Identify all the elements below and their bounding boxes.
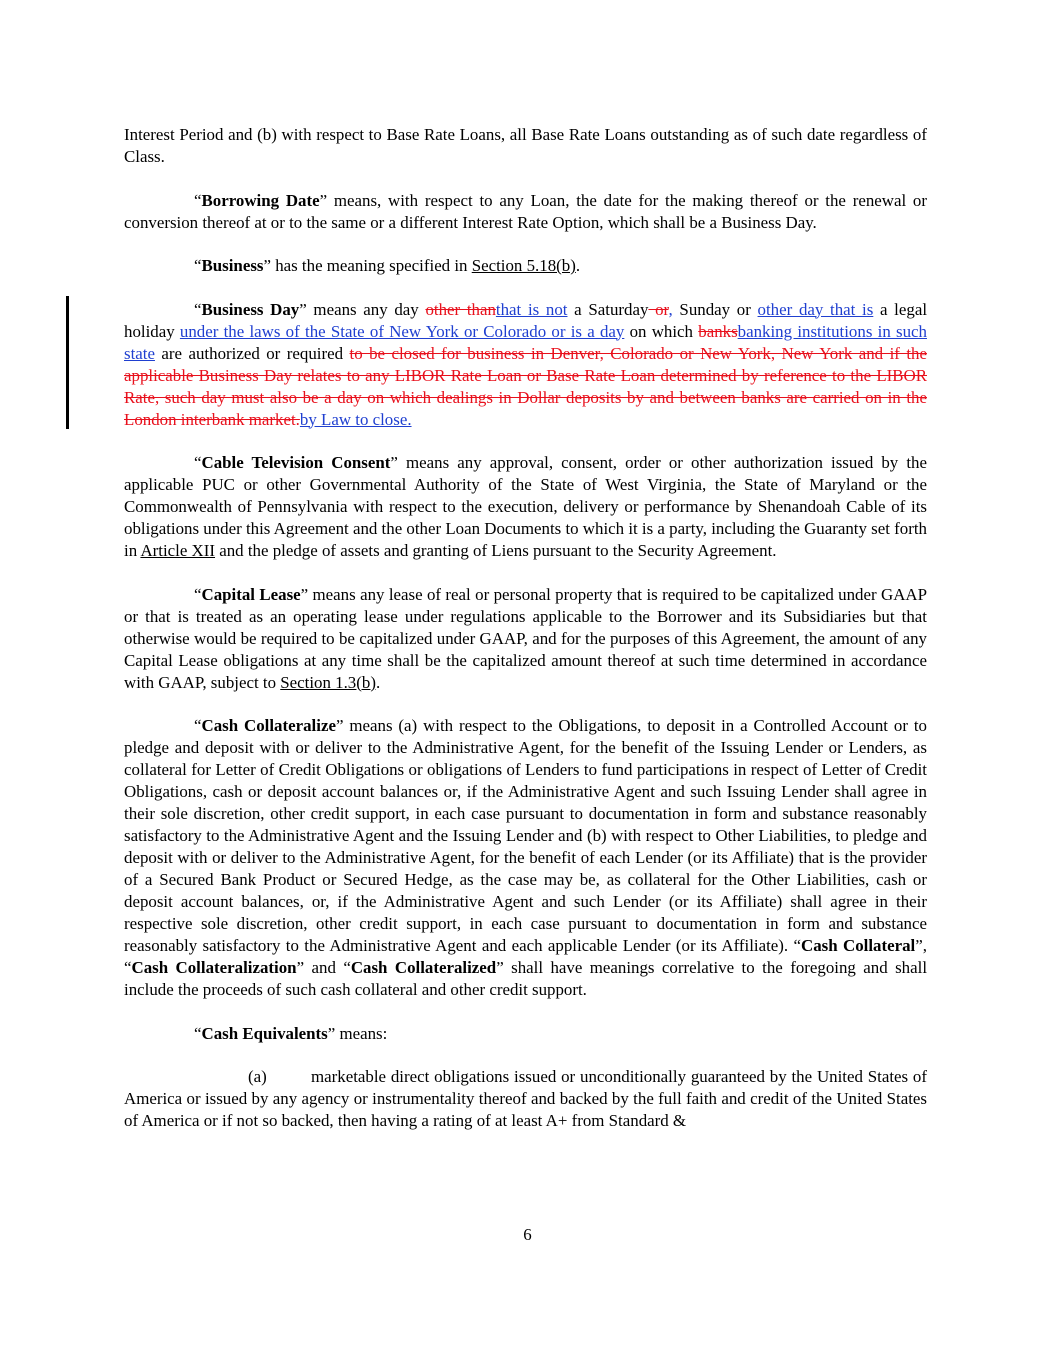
page-number: 6 xyxy=(523,1225,532,1244)
definition-business: “Business” has the meaning specified in Section 5.18(b). xyxy=(194,256,581,275)
inserted-text: other day that is xyxy=(757,299,874,319)
defined-term: Cash Collateralize xyxy=(201,716,336,735)
list-item-label: (a) xyxy=(248,1067,267,1086)
inserted-text: by Law to close. xyxy=(299,409,412,429)
defined-term: Cash Equivalents xyxy=(201,1023,328,1043)
deleted-text: banks xyxy=(698,321,738,341)
list-item-a: (a) marketable direct obligations issued or unconditionally guaranteed by the United States of America or issued by any agency or instrumentality thereof and backed by the full faith and credit of the United States of America or if not so backed, then having a rating of at least A+ from Standard & xyxy=(124,1067,927,1130)
defined-term: Cash Collateralization xyxy=(131,958,297,977)
inserted-text: that is not xyxy=(495,299,568,319)
deleted-text: or xyxy=(648,299,669,319)
definition-capital-lease: “Capital Lease” means any lease of real or personal property that is required to be capitalized under GAAP or that is treated as an operating lease under regulations applicable to the Borrower and its Subsidiaries but that otherwise would be required to be capitalized under GAAP, and for the purposes of this Agreement, the amount of any Capital Lease obligations at any time shall be the capitalized amount thereof at such time determined in accordance with GAAP, subject to Section 1.3(b). xyxy=(124,584,927,692)
defined-term: Business Day xyxy=(201,299,300,319)
paragraph-interest-period: Interest Period and (b) with respect to Base Rate Loans, all Base Rate Loans outstanding as of such date regardless of Class. xyxy=(124,125,927,166)
definition-cash-equivalents: “Cash Equivalents” means: xyxy=(194,1023,388,1043)
document-page xyxy=(124,124,927,1154)
section-reference: Section 5.18(b) xyxy=(471,256,576,275)
definition-cash-collateralize: “Cash Collateralize” means (a) with respect to the Obligations, to deposit in a Controlled Account or to pledge and deposit with or deliver to the Administrative Agent, for the benefit of the Issuing Lender or Lenders, as collateral for Letter of Credit Obligations or obligations of Lenders to fund participations in respect of Letter of Credit Obligations, cash or deposit account balances or, if the Administrative Agent and such Issuing Lender shall agree in their sole discretion, other credit support, in each case pursuant to documentation in form and substance reasonably satisfactory to the Administrative Agent and the Issuing Lender and (b) with respect to Other Liabilities, to pledge and deposit with or deliver to the Administrative Agent, for the benefit of each Lender (or its Affiliate) that is the provider of a Secured Bank Product or Secured Hedge, as the case may be, as collateral for the Other Liabilities, cash or deposit account balances, or, if the Administrative Agent and such Lender (or its Affiliate) shall agree in their respective sole discretion, other credit support, in each case pursuant to documentation in form and substance reasonably satisfactory to the Administrative Agent and each applicable Lender (or its Affiliate). “Cash Collateral”, “Cash Collateralization” and “Cash Collateralized” shall have meanings correlative to the foregoing and shall include the proceeds of such cash collateral and other credit support. xyxy=(124,716,928,999)
article-reference: Article XII xyxy=(140,541,216,560)
inserted-text: banking institutions in such state xyxy=(124,321,927,363)
defined-term: Capital Lease xyxy=(201,584,301,604)
defined-term: Cash Collateralized xyxy=(350,958,497,977)
deleted-text: other than xyxy=(425,299,496,319)
deleted-text: to be closed for business in Denver, Colorado or New York, New York and if the applicable Business Day relates to any LIBOR Rate Loan or Base Rate Loan determined by reference to the LIBOR Rate, such day must also be a day on which dealings in Dollar deposits by and between banks are carried on in the London interbank market. xyxy=(124,343,927,429)
definition-cable-television-consent: “Cable Television Consent” means any approval, consent, order or other authorization issued by the applicable PUC or other Governmental Authority of the State of West Virginia, the State of Maryland or the Commonwealth of Pennsylvania with respect to the execution, delivery or performance by Shenandoah Cable of its obligations under this Agreement and the other Loan Documents to which it is a party, including the Guaranty set forth in Article XII and the pledge of assets and granting of Liens pursuant to the Security Agreement. xyxy=(124,453,927,560)
defined-term: Cable Television Consent xyxy=(201,453,391,472)
section-reference: Section 1.3(b) xyxy=(280,672,376,692)
defined-term: Business xyxy=(201,256,264,275)
revision-change-bar xyxy=(66,296,69,429)
definition-borrowing-date: “Borrowing Date” means, with respect to any Loan, the date for the making thereof or the renewal or conversion thereof at or to the same or a different Interest Rate Option, which shall be a Business Day. xyxy=(124,190,928,232)
defined-term: Cash Collateral xyxy=(801,936,916,955)
defined-term: Borrowing Date xyxy=(201,190,320,210)
definition-business-day: “Business Day” means any day other thanthat is not a Saturday or, Sunday or other day that is a legal holiday under the laws of the State of New York or Colorado or is a day on which banksbanking institutions in such state are authorized or required to be closed for business in Denver, Colorado or New York, New York and if the applicable Business Day relates to any LIBOR Rate Loan or Base Rate Loan determined by reference to the LIBOR Rate, such day must also be a day on which dealings in Dollar deposits by and between banks are carried on in the London interbank market.by Law to close. xyxy=(124,299,928,429)
inserted-text: , xyxy=(668,299,673,319)
inserted-text: under the laws of the State of New York or Colorado or is a day xyxy=(179,321,625,341)
